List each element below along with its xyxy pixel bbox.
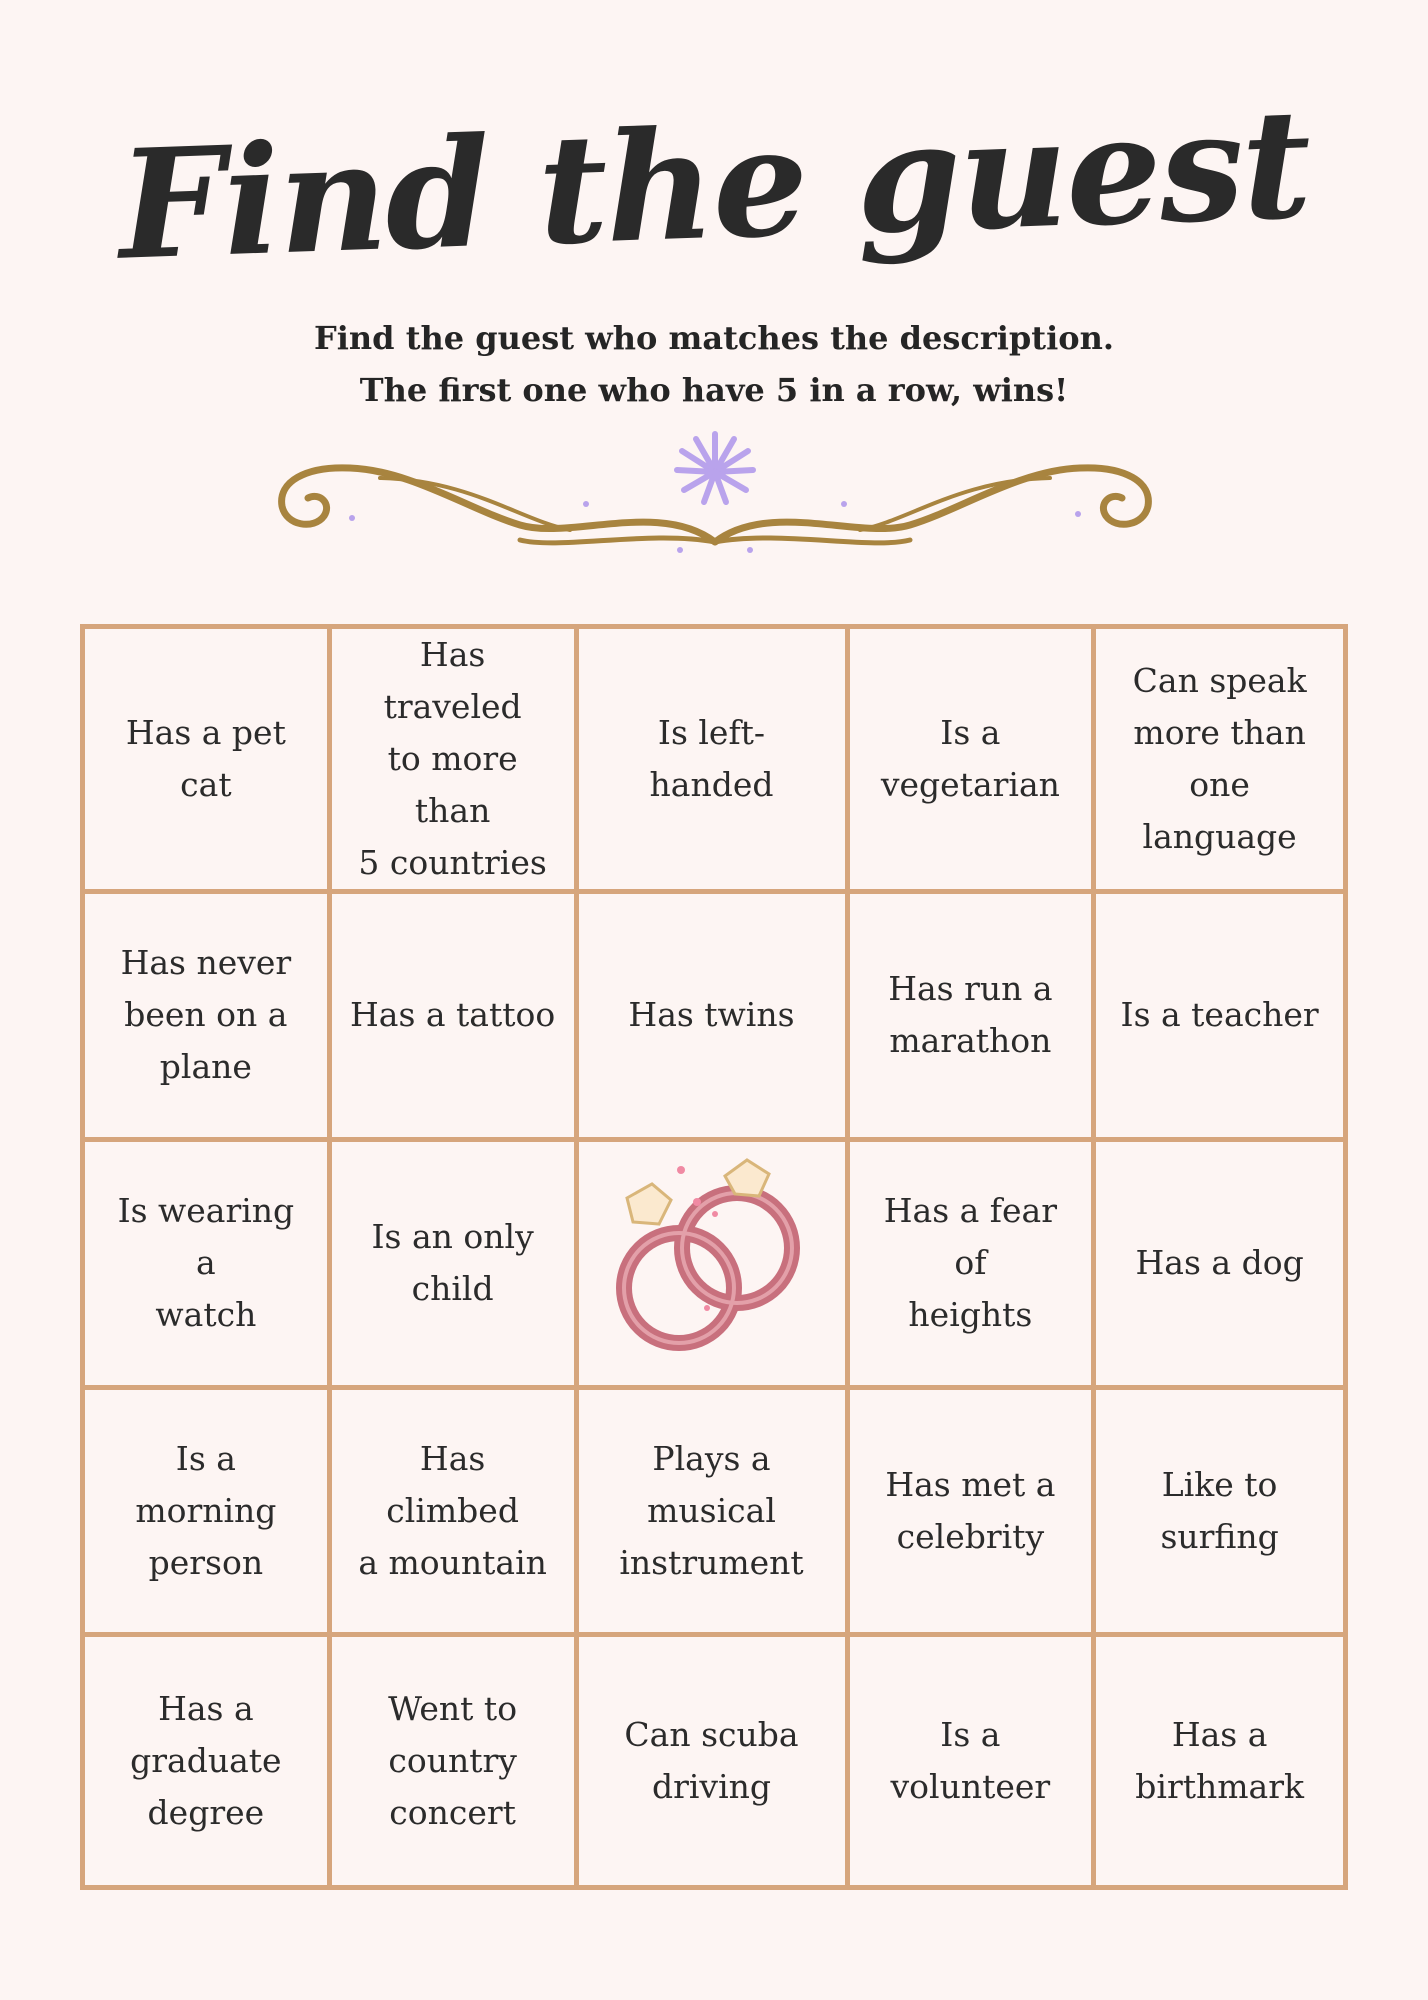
flower-icon: [677, 434, 753, 502]
cell-label: Is a morning person: [135, 1438, 277, 1582]
bingo-cell-1-2: [332, 629, 579, 894]
bingo-cell-2-5: [1096, 894, 1343, 1142]
bingo-cell-3-1: [85, 1142, 332, 1390]
bingo-cell-4-4: [850, 1390, 1097, 1638]
cell-label: Has run a marathon: [888, 969, 1053, 1061]
instructions: [0, 312, 1428, 416]
cell-label: Like to surfing: [1160, 1464, 1279, 1556]
page-title: Find the guest: [115, 76, 1313, 294]
bingo-cell-2-4: [850, 894, 1097, 1142]
cell-label: Went to country concert: [388, 1689, 518, 1833]
bingo-cell-3-2: [332, 1142, 579, 1390]
cell-label: Is left-handed: [649, 713, 774, 804]
cell-label: Can scuba driving: [624, 1715, 799, 1807]
bingo-cell-1-5: [1096, 629, 1343, 894]
bingo-cell-3-4: [850, 1142, 1097, 1390]
wedding-rings-icon: [597, 1148, 827, 1378]
cell-label: Can speak more than one language: [1132, 661, 1307, 856]
bingo-cell-3-5: [1096, 1142, 1343, 1390]
bingo-cell-5-2: [332, 1637, 579, 1885]
instructions-line-2: The first one who have 5 in a row, wins!: [359, 371, 1069, 409]
cell-label: Plays a musical instrument: [619, 1438, 804, 1582]
cell-label: Has climbed a mountain: [358, 1438, 547, 1582]
cell-label: Has a fear of heights: [883, 1191, 1057, 1335]
cell-label: Is a volunteer: [890, 1715, 1051, 1807]
flourish-divider-icon: [270, 430, 1160, 570]
cell-label: Has never been on a plane: [120, 943, 292, 1087]
cell-label: Is a vegetarian: [880, 713, 1060, 804]
cell-label: Has met a celebrity: [885, 1464, 1056, 1556]
bingo-cell-5-4: [850, 1637, 1097, 1885]
cell-label: Has a tattoo: [350, 995, 556, 1035]
bingo-cell-5-3: [579, 1637, 850, 1885]
cell-label: Has traveled to more than 5 countries: [358, 635, 547, 882]
cell-label: Has a graduate degree: [130, 1689, 282, 1833]
cell-label: Has a birthmark: [1135, 1715, 1304, 1807]
bingo-cell-2-3: [579, 894, 850, 1142]
cell-label: Has a dog: [1135, 1243, 1304, 1283]
cell-label: Is an only child: [371, 1217, 534, 1309]
cell-label: Has a pet cat: [125, 713, 286, 804]
bingo-cell-1-4: [850, 629, 1097, 894]
cell-label: Has twins: [628, 995, 795, 1035]
instructions-line-1: Find the guest who matches the description.: [314, 319, 1114, 357]
bingo-cell-2-2: [332, 894, 579, 1142]
bingo-cell-2-1: [85, 894, 332, 1142]
bingo-cell-1-1: [85, 629, 332, 894]
bingo-cell-5-5: [1096, 1637, 1343, 1885]
bingo-grid: [80, 624, 1348, 1890]
bingo-cell-5-1: [85, 1637, 332, 1885]
cell-label: Is wearing a watch: [117, 1191, 295, 1335]
bingo-cell-4-2: [332, 1390, 579, 1638]
cell-label: Is a teacher: [1120, 995, 1319, 1035]
bingo-cell-3-3: [579, 1142, 850, 1390]
bingo-cell-4-3: [579, 1390, 850, 1638]
bingo-cell-4-5: [1096, 1390, 1343, 1638]
bingo-cell-4-1: [85, 1390, 332, 1638]
bingo-cell-1-3: [579, 629, 850, 894]
